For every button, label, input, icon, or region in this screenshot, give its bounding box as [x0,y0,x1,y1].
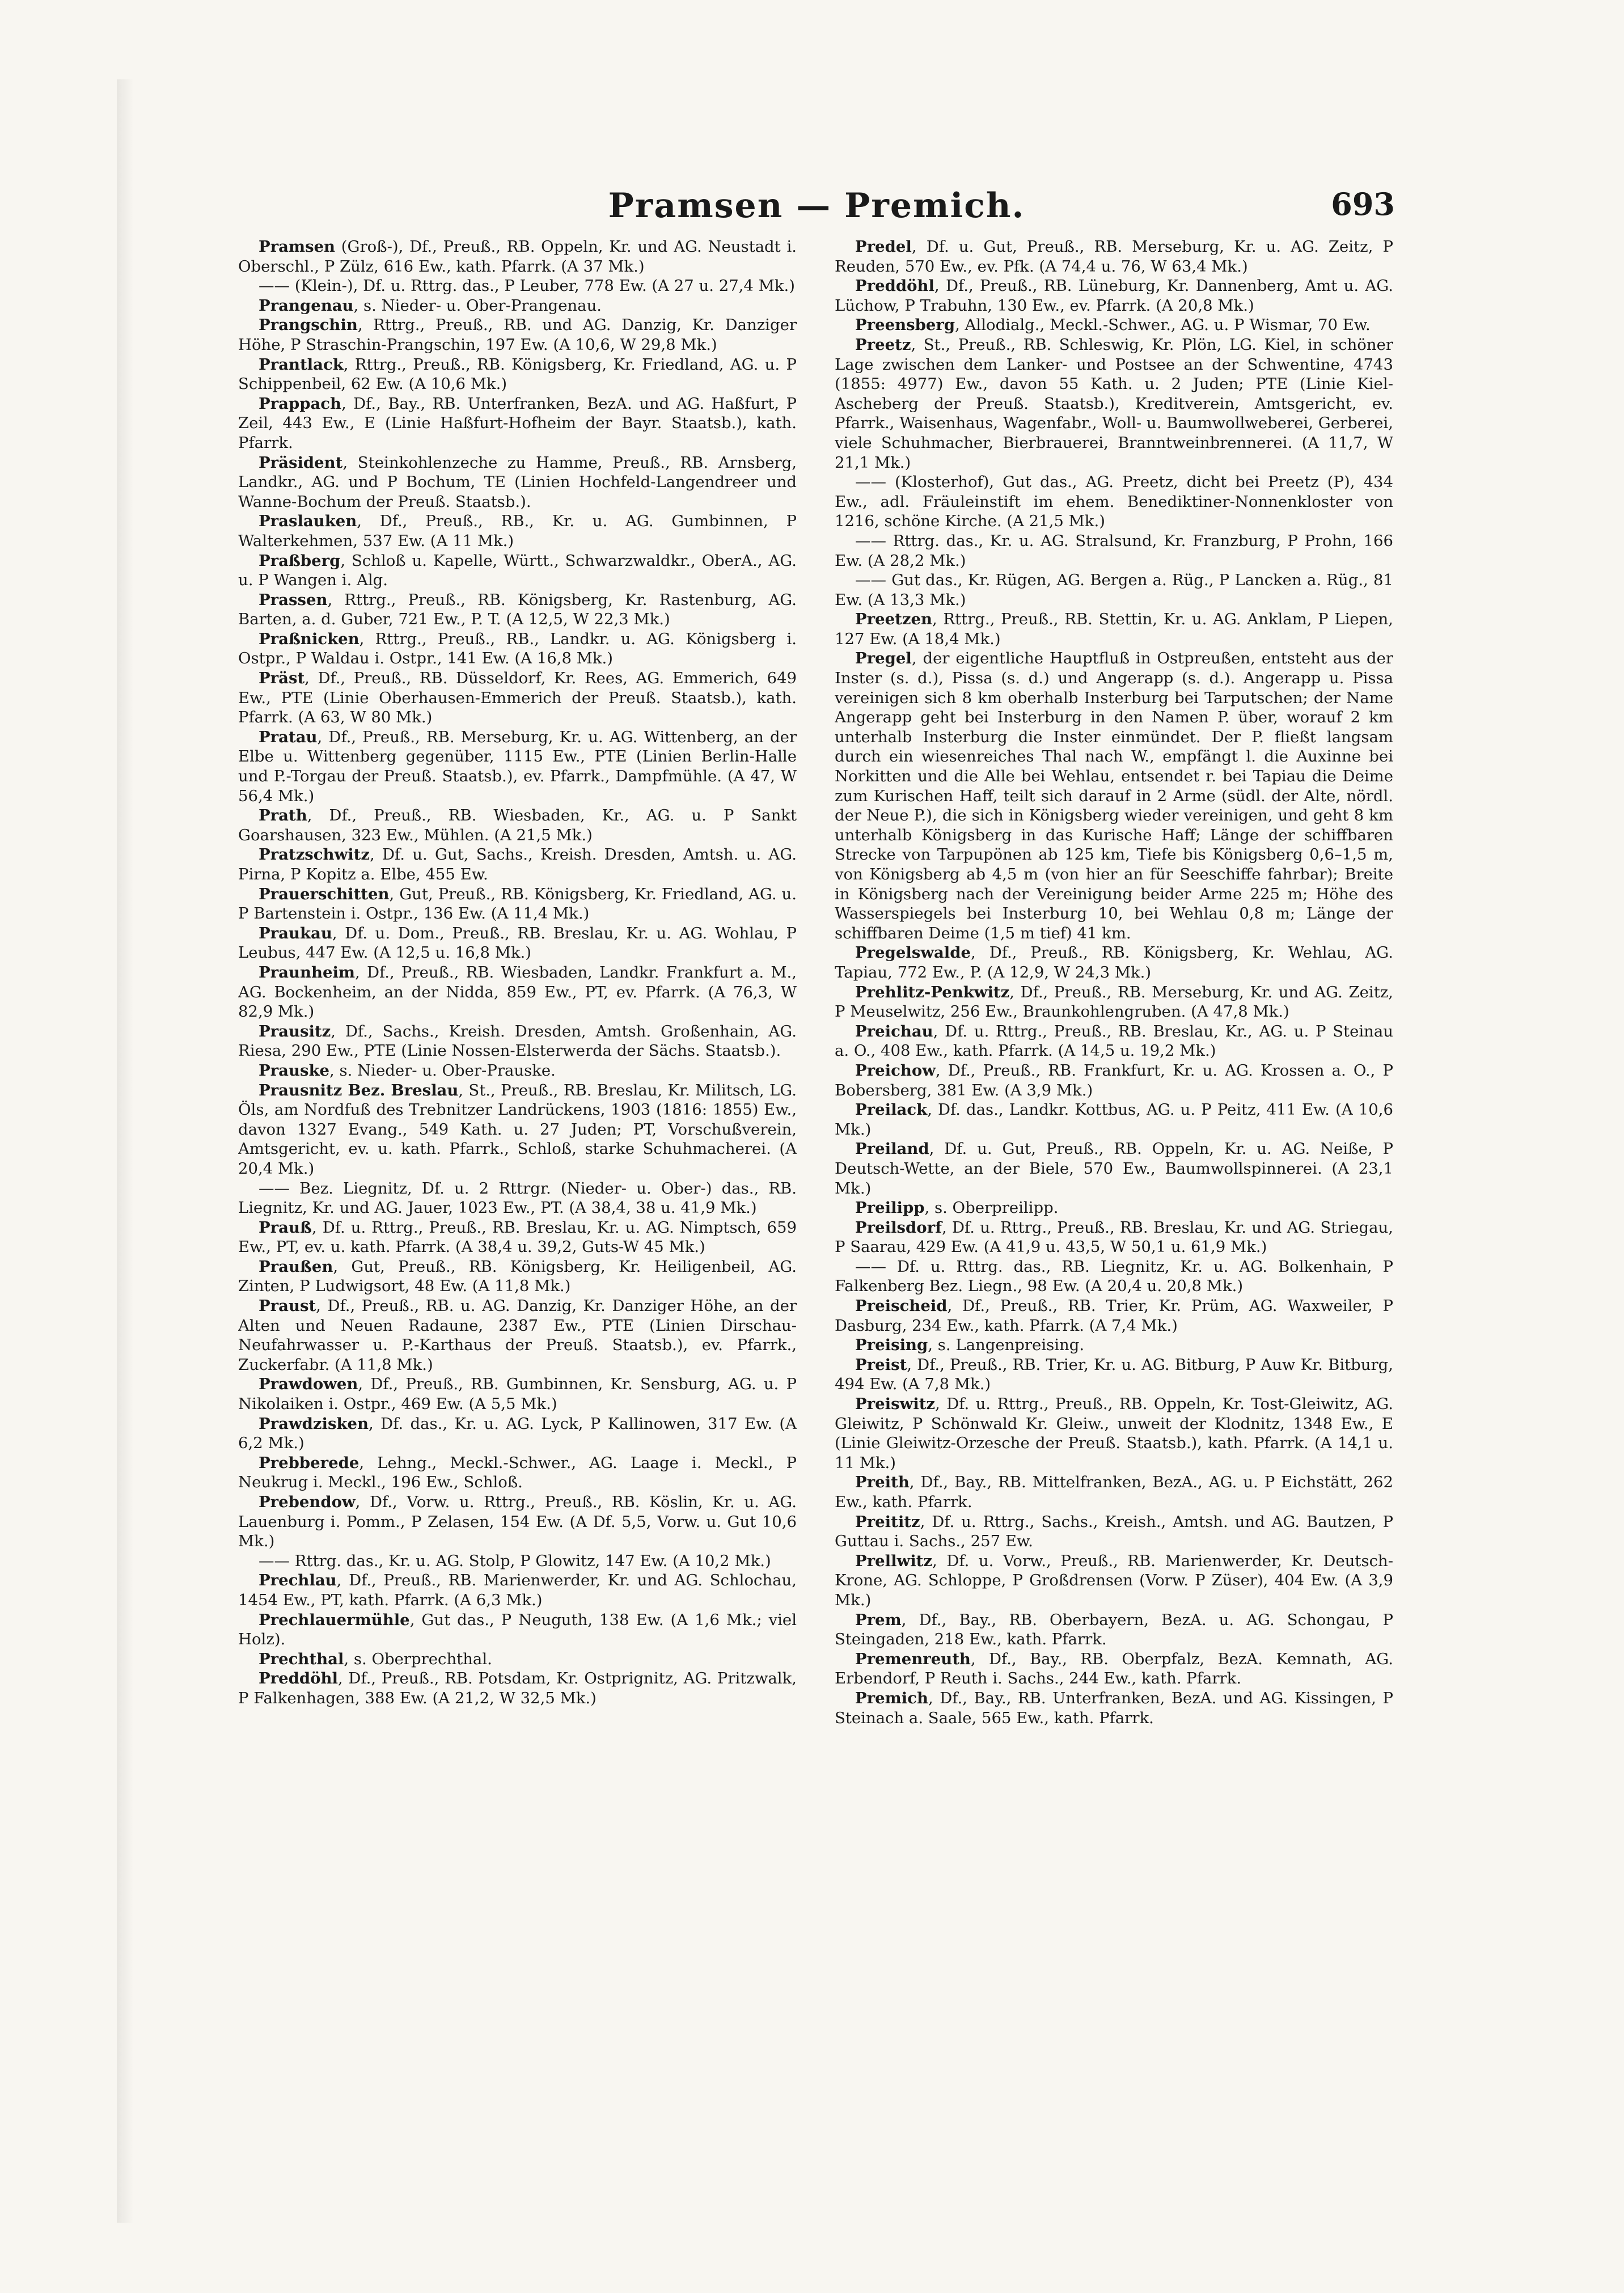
entry-text: , Df., Preuß., RB. Trier, Kr. Prüm, AG. Waxweiler, P Dasburg, 234 Ew., kath. Pfarrk. (A 7,4 Mk.) [835,1297,1393,1335]
entry-text: , Df., Preuß., RB. Lüneburg, Kr. Dannenberg, Amt u. AG. Lüchow, P Trabuhn, 130 Ew., ev. Pfarrk. (A 20,8 Mk.) [835,277,1393,315]
dictionary-entry [835,1335,1393,1355]
dictionary-entry [238,1610,797,1649]
entry-headword: Preddöhl [259,1669,338,1688]
dictionary-entry [835,983,1393,1022]
entry-headword: Praust [259,1297,316,1315]
dictionary-entry [835,1610,1393,1649]
dictionary-entry [238,276,797,296]
dictionary-entry [835,1296,1393,1335]
entry-text: , der eigentliche Hauptfluß in Ostpreußen, entsteht aus der Inster (s. d.), Pissa (s. d.) und Angerapp (s. d.). Angerapp u. Pissa vereinigen sich 8 km oberhalb Insterburg bei Tarputschen; der Name Angerapp geht bei Insterburg in den Namen P. über, worauf 2 km unterhalb Insterburg die Inster einmündet. Der P. fließt langsam durch ein wiesenreiches Thal nach W., empfängt l. die Auxinne bei Norkitten und die Alle bei Wehlau, entsendet r. bei Tapiau die Deime zum Kurischen Haff, teilt sich darauf in 2 Arme (südl. der Alte, nördl. der Neue P.), die sich in Königsberg wieder vereinigen, und geht 8 km unterhalb Königsberg in das Kurische Haff; Länge der schiffbaren Strecke von Tarpupönen ab 125 km, Tiefe bis Königsberg 0,6–1,5 m, von Königsberg ab 4,5 m (von hier an für Seeschiffe fahrbar); Breite in Königsberg nach der Vereinigung beider Arme 225 m; Höhe des Wasserspiegels bei Insterburg 10, bei Wehlau 0,8 m; Länge der schiffbaren Deime (1,5 m tief) 41 km. [835,649,1393,942]
running-title: Pramsen — Premich. [608,186,1025,226]
page-number: 693 [1331,186,1395,222]
entry-text: , s. Nieder- u. Ober-Prauske. [329,1061,556,1080]
entry-text: , s. Oberpreilipp. [924,1199,1059,1217]
dictionary-entry [835,1355,1393,1394]
right-column [835,237,1393,2091]
dictionary-entry [238,1453,797,1492]
entry-headword: Praßnicken [259,629,360,648]
dictionary-entry [238,845,797,884]
entry-headword: Preensberg [855,316,955,335]
dictionary-entry [238,629,797,669]
dictionary-entry [238,1257,797,1296]
entry-text: , Df., Preuß., RB., Kr. u. AG. Gumbinnen, P Walterkehmen, 537 Ew. (A 11 Mk.) [238,512,797,550]
dictionary-entry [835,1100,1393,1139]
entry-text: , Df., Preuß., RB. Trier, Kr. u. AG. Bitburg, P Auw Kr. Bitburg, 494 Ew. (A 7,8 Mk.) [835,1355,1393,1394]
entry-text: —— Gut das., Kr. Rügen, AG. Bergen a. Rüg., P Lancken a. Rüg., 81 Ew. (A 13,3 Mk.) [835,571,1393,609]
entry-headword: Premich [855,1689,928,1707]
dictionary-entry [238,727,797,806]
entry-text: , Df. u. Gut, Sachs., Kreish. Dresden, Amtsh. u. AG. Pirna, P Kopitz a. Elbe, 455 Ew. [238,845,797,883]
entry-text: , Rttrg., Preuß., RB. und AG. Danzig, Kr. Danziger Höhe, P Straschin-Prangschin, 197 Ew. (A 10,6, W 29,8 Mk.) [238,316,797,354]
entry-text: , Df. u. Dom., Preuß., RB. Breslau, Kr. u. AG. Wohlau, P Leubus, 447 Ew. (A 12,5 u. 16,8 Mk.) [238,924,797,962]
entry-headword: Preichau [855,1022,933,1040]
dictionary-entry [238,1296,797,1374]
entry-text: , Steinkohlenzeche zu Hamme, Preuß., RB. Arnsberg, Landkr., AG. und P Bochum, TE (Linien Hochfeld-Langendreer und Wanne-Bochum der Preuß. Staatsb.). [238,453,797,511]
dictionary-entry [835,943,1393,982]
entry-text: , s. Nieder- u. Ober-Prangenau. [353,296,602,315]
dictionary-entry [835,315,1393,335]
entry-headword: Pramsen [259,238,336,256]
entry-text: , Df., Preuß., RB. Merseburg, Kr. u. AG. Wittenberg, an der Elbe u. Wittenberg gegenüber, 1115 Ew., PTE (Linien Berlin-Halle und P.-Torgau der Preuß. Staatsb.), ev. Pfarrk., Dampfmühle. (A 47, W 56,4 Mk.) [238,727,797,805]
entry-text: , Df., Bay., RB. Oberpfalz, BezA. Kemnath, AG. Erbendorf, P Reuth i. Sachs., 244 Ew., kath. Pfarrk. [835,1649,1393,1688]
dictionary-entry [835,1022,1393,1061]
entry-text: , Df. u. Vorw., Preuß., RB. Marienwerder, Kr. Deutsch-Krone, AG. Schloppe, P Großdrensen (Vorw. P Züser), 404 Ew. (A 3,9 Mk.) [835,1551,1393,1609]
dictionary-entry [835,570,1393,610]
dictionary-entry [835,1394,1393,1473]
entry-headword: Prantlack [259,355,344,374]
dictionary-entry [238,590,797,629]
entry-text: —— (Klein-), Df. u. Rttrg. das., P Leuber, 778 Ew. (A 27 u. 27,4 Mk.) [259,277,795,295]
entry-text: , Df. u. Rttrg., Preuß., RB. Breslau, Kr. und AG. Striegau, P Saarau, 429 Ew. (A 41,9 u. 43,5, W 50,1 u. 61,9 Mk.) [835,1218,1393,1257]
entry-headword: Pratau [259,727,318,746]
entry-headword: Preith [855,1473,910,1492]
dictionary-entry [835,1512,1393,1551]
entry-headword: Prausnitz Bez. Breslau [259,1081,459,1099]
entry-headword: Preischeid [855,1297,948,1315]
entry-text: , Df., Preuß., RB. Königsberg, Kr. Wehlau, AG. Tapiau, 772 Ew., P. (A 12,9, W 24,3 Mk.) [835,944,1393,981]
dictionary-entry [835,649,1393,943]
dictionary-entry [238,1179,797,1218]
dictionary-entry [238,511,797,551]
entry-headword: Prausitz [259,1022,331,1040]
dictionary-entry [238,1669,797,1708]
dictionary-entry [238,394,797,453]
entry-headword: Prellwitz [855,1551,932,1570]
entry-headword: Prauß [259,1218,312,1237]
entry-headword: Praslauken [259,512,357,531]
entry-headword: Preilipp [855,1199,925,1217]
entry-text: , Gut das., P Neuguth, 138 Ew. (A 1,6 Mk.; viel Holz). [238,1610,797,1649]
entry-headword: Preichow [855,1061,936,1080]
entry-headword: Prechthal [259,1649,344,1668]
entry-text: , Df., Sachs., Kreish. Dresden, Amtsh. Großenhain, AG. Riesa, 290 Ew., PTE (Linie Nossen-Elsterwerda der Sächs. Staatsb.). [238,1022,797,1060]
entry-headword: Pregelswalde [855,944,971,962]
left-column [238,237,797,2091]
dictionary-entry [238,1374,797,1414]
entry-text: , Df., Preuß., RB. Frankfurt, Kr. u. AG. Krossen a. O., P Bobersberg, 381 Ew. (A 3,9 Mk.) [835,1061,1393,1099]
entry-headword: Prappach [259,394,341,413]
entry-headword: Prem [855,1610,902,1629]
entry-text: , Df., Vorw. u. Rttrg., Preuß., RB. Köslin, Kr. u. AG. Lauenburg i. Pomm., P Zelasen, 154 Ew. (A Df. 5,5, Vorw. u. Gut 10,6 Mk.) [238,1493,797,1551]
dictionary-entry [238,1022,797,1061]
entry-text: , Df., Preuß., RB. u. AG. Danzig, Kr. Danziger Höhe, an der Alten und Neuen Radaune, 2387 Ew., PTE (Linien Dirschau-Neufahrwasser u. P.-Karthaus der Preuß. Staatsb.), ev. Pfarrk., Zuckerfabr. (A 11,8 Mk.) [238,1297,797,1374]
entry-headword: Praukau [259,924,332,942]
entry-text: —— (Klosterhof), Gut das., AG. Preetz, dicht bei Preetz (P), 434 Ew., adl. Fräuleinstift im ehem. Benediktiner-Nonnenkloster von 1216, schöne Kirche. (A 21,5 Mk.) [835,473,1393,531]
entry-headword: Prehlitz-Penkwitz [855,983,1010,1001]
dictionary-entry [835,610,1393,649]
entry-headword: Prebendow [259,1493,356,1511]
dictionary-entry [238,237,797,276]
entry-text: , Df., Preuß., RB. Gumbinnen, Kr. Sensburg, AG. u. P Nikolaiken i. Ostpr., 469 Ew. (A 5,5 Mk.) [238,1375,797,1414]
dictionary-entry [238,1218,797,1257]
dictionary-entry [238,963,797,1022]
dictionary-entry [835,1061,1393,1100]
entry-text: , Gut, Preuß., RB. Königsberg, Kr. Friedland, AG. u. P Bartenstein i. Ostpr., 136 Ew. (A 11,4 Mk.) [238,885,797,923]
dictionary-entry [238,453,797,512]
entry-headword: Präst [259,669,305,688]
entry-headword: Preilsdorf [855,1218,942,1237]
entry-headword: Predel [855,238,912,256]
entry-headword: Preiland [855,1140,929,1158]
entry-text: , s. Oberprechthal. [344,1649,492,1668]
entry-text: , Df., Bay., RB. Mittelfranken, BezA., AG. u. P Eichstätt, 262 Ew., kath. Pfarrk. [835,1473,1393,1511]
entry-headword: Preetzen [855,610,932,629]
entry-text: , Df., Bay., RB. Oberbayern, BezA. u. AG. Schongau, P Steingaden, 218 Ew., kath. Pfarrk. [835,1610,1393,1649]
dictionary-entry [835,1139,1393,1198]
entry-text: , Rttrg., Preuß., RB. Stettin, Kr. u. AG. Anklam, P Liepen, 127 Ew. (A 18,4 Mk.) [835,610,1393,648]
dictionary-entry [238,1414,797,1453]
dictionary-entry [238,315,797,354]
dictionary-entry [238,1649,797,1669]
dictionary-entry [835,1473,1393,1512]
entry-headword: Praunheim [259,963,356,981]
entry-text: , Allodialg., Meckl.-Schwer., AG. u. P Wismar, 70 Ew. [955,316,1371,335]
dictionary-entry [238,885,797,924]
dictionary-entry [238,669,797,727]
entry-text: , Df. u. Rttrg., Preuß., RB. Breslau, Kr., AG. u. P Steinau a. O., 408 Ew., kath. Pfarrk. (A 14,5 u. 19,2 Mk.) [835,1022,1393,1060]
dictionary-entry [835,335,1393,472]
entry-headword: Preising [855,1336,928,1355]
entry-text: , Df. das., Landkr. Kottbus, AG. u. P Peitz, 411 Ew. (A 10,6 Mk.) [835,1101,1393,1139]
entry-text: , St., Preuß., RB. Schleswig, Kr. Plön, LG. Kiel, in schöner Lage zwischen dem Lanker- und Postsee an der Schwentine, 4743 (1855: 4977) Ew., davon 55 Kath. u. 2 Juden; PTE (Linie Kiel-Ascheberg der Preuß. Staatsb.), Kreditverein, Amtsgericht, ev. Pfarrk., Waisenhaus, Wagenfabr., Woll- u. Baumwollweberei, Gerberei, viele Schuhmacher, Bierbrauerei, Branntweinbrennerei. (A 11,7, W 21,1 Mk.) [835,335,1393,472]
entry-headword: Prauske [259,1061,330,1080]
dictionary-entry [835,1218,1393,1257]
entry-headword: Preiswitz [855,1395,936,1414]
dictionary-entry [238,806,797,845]
entry-headword: Praußen [259,1257,333,1276]
dictionary-entry [238,924,797,963]
entry-text: , Df. u. Rttrg., Preuß., RB. Oppeln, Kr. Tost-Gleiwitz, AG. Gleiwitz, P Schönwald Kr. Gleiw., unweit der Klodnitz, 1348 Ew., E (Linie Gleiwitz-Orzesche der Preuß. Staatsb.), kath. Pfarrk. (A 14,1 u. 11 Mk.) [835,1395,1393,1472]
entry-text: , Df., Preuß., RB. Wiesbaden, Landkr. Frankfurt a. M., AG. Bockenheim, an der Nidda, 859 Ew., PT, ev. Pfarrk. (A 76,3, W 82,9 Mk.) [238,963,797,1021]
entry-headword: Prechlauermühle [259,1610,410,1629]
entry-headword: Prath [259,806,307,825]
entry-text: —— Rttrg. das., Kr. u. AG. Stolp, P Glowitz, 147 Ew. (A 10,2 Mk.) [259,1551,771,1570]
entry-text: —— Bez. Liegnitz, Df. u. 2 Rttrgr. (Nieder- u. Ober-) das., RB. Liegnitz, Kr. und AG. Jauer, 1023 Ew., PT. (A 38,4, 38 u. 41,9 Mk.) [238,1179,797,1217]
dictionary-entry [835,1649,1393,1689]
dictionary-entry [238,1081,797,1179]
entry-headword: Pregel [855,649,912,668]
dictionary-entry [835,531,1393,570]
entry-text: , Df., Preuß., RB. Marienwerder, Kr. und AG. Schlochau, 1454 Ew., PT, kath. Pfarrk. (A 6,3 Mk.) [238,1571,797,1609]
dictionary-entry [835,1198,1393,1218]
entry-text: —— Df. u. Rttrg. das., RB. Liegnitz, Kr. u. AG. Bolkenhain, P Falkenberg Bez. Liegn., 98 Ew. (A 20,4 u. 20,8 Mk.) [835,1257,1393,1296]
entry-headword: Prechlau [259,1571,337,1590]
entry-headword: Preilack [855,1101,928,1119]
entry-headword: Preititz [855,1512,920,1531]
dictionary-entry [238,296,797,316]
entry-headword: Prauerschitten [259,885,390,903]
entry-text: , Gut, Preuß., RB. Königsberg, Kr. Heiligenbeil, AG. Zinten, P Ludwigsort, 48 Ew. (A 11,8 Mk.) [238,1257,797,1296]
entry-text: —— Rttrg. das., Kr. u. AG. Stralsund, Kr. Franzburg, P Prohn, 166 Ew. (A 28,2 Mk.) [835,531,1393,570]
entry-text: , Df., Bay., RB. Unterfranken, BezA. und AG. Haßfurt, P Zeil, 443 Ew., E (Linie Haßfurt-Hofheim der Bayr. Staatsb.), kath. Pfarrk. [238,394,797,452]
entry-text: , Rttrg., Preuß., RB. Königsberg, Kr. Friedland, AG. u. P Schippenbeil, 62 Ew. (A 10,6 Mk.) [238,355,797,394]
dictionary-entry [835,472,1393,531]
entry-headword: Prangschin [259,316,358,335]
page-edge-shadow [117,79,134,2223]
dictionary-entry [835,1689,1393,1728]
entry-text: , Lehng., Meckl.-Schwer., AG. Laage i. Meckl., P Neukrug i. Meckl., 196 Ew., Schloß. [238,1453,797,1492]
entry-headword: Prassen [259,590,328,609]
entry-text: , Rttrg., Preuß., RB., Landkr. u. AG. Königsberg i. Ostpr., P Waldau i. Ostpr., 141 Ew. (A 16,8 Mk.) [238,629,797,668]
dictionary-entry [835,1257,1393,1296]
entry-headword: Prangenau [259,296,354,315]
entry-text: , Df. u. Rttrg., Preuß., RB. Breslau, Kr. u. AG. Nimptsch, 659 Ew., PT, ev. u. kath. Pfarrk. (A 38,4 u. 39,2, Guts-W 45 Mk.) [238,1218,797,1257]
entry-text: , Schloß u. Kapelle, Württ., Schwarzwaldkr., OberA., AG. u. P Wangen i. Alg. [238,551,797,590]
entry-text: , Df. das., Kr. u. AG. Lyck, P Kallinowen, 317 Ew. (A 6,2 Mk.) [238,1414,797,1453]
entry-text: , Df., Bay., RB. Unterfranken, BezA. und AG. Kissingen, P Steinach a. Saale, 565 Ew., kath. Pfarrk. [835,1689,1393,1727]
entry-text: , Rttrg., Preuß., RB. Königsberg, Kr. Rastenburg, AG. Barten, a. d. Guber, 721 Ew., P. T. (A 12,5, W 22,3 Mk.) [238,590,797,629]
dictionary-entry [238,355,797,394]
entry-headword: Premenreuth [855,1649,971,1668]
entry-headword: Prebberede [259,1453,360,1472]
entry-text: , Df. u. Gut, Preuß., RB. Oppeln, Kr. u. AG. Neiße, P Deutsch-Wette, an der Biele, 570 Ew., Baumwollspinnerei. (A 23,1 Mk.) [835,1140,1393,1198]
dictionary-entry [238,1492,797,1551]
dictionary-entry [238,1551,797,1571]
entry-text: , Df., Preuß., RB. Wiesbaden, Kr., AG. u. P Sankt Goarshausen, 323 Ew., Mühlen. (A 21,5 Mk.) [238,806,797,844]
dictionary-entry [835,237,1393,276]
dictionary-entry [835,1551,1393,1610]
entry-headword: Prawdowen [259,1375,358,1394]
entry-headword: Preetz [855,335,911,354]
entry-headword: Prawdzisken [259,1414,369,1433]
entry-headword: Präsident [259,453,343,472]
entry-text: (Groß-), Df., Preuß., RB. Oppeln, Kr. und AG. Neustadt i. Oberschl., P Zülz, 616 Ew., kath. Pfarrk. (A 37 Mk.) [238,238,797,276]
dictionary-entry [238,1571,797,1610]
dictionary-entry [238,1061,797,1081]
entry-text: , St., Preuß., RB. Breslau, Kr. Militsch, LG. Öls, am Nordfuß des Trebnitzer Landrückens, 1903 (1816: 1855) Ew., davon 1327 Evang., 549 Kath. u. 27 Juden; PT, Vorschußverein, Amtsgericht, ev. u. kath. Pfarrk., Schloß, starke Schuhmacherei. (A 20,4 Mk.) [238,1081,797,1178]
entry-text: , Df. u. Rttrg., Sachs., Kreish., Amtsh. und AG. Bautzen, P Guttau i. Sachs., 257 Ew. [835,1512,1393,1551]
entry-headword: Praßberg [259,551,341,570]
entry-text: , Df., Preuß., RB. Düsseldorf, Kr. Rees, AG. Emmerich, 649 Ew., PTE (Linie Oberhausen-Emmerich der Preuß. Staatsb.), kath. Pfarrk. (A 63, W 80 Mk.) [238,669,797,727]
page-header [238,183,1395,239]
entry-text: , Df., Preuß., RB. Potsdam, Kr. Ostprignitz, AG. Pritzwalk, P Falkenhagen, 388 Ew. (A 21,2, W 32,5 Mk.) [238,1669,797,1707]
entry-text: , Df. u. Gut, Preuß., RB. Merseburg, Kr. u. AG. Zeitz, P Reuden, 570 Ew., ev. Pfk. (A 74,4 u. 76, W 63,4 Mk.) [835,238,1393,276]
entry-headword: Preist [855,1355,907,1374]
entry-headword: Pratzschwitz [259,845,370,864]
dictionary-entry [238,551,797,590]
dictionary-entry [835,276,1393,315]
entry-text: , Df., Preuß., RB. Merseburg, Kr. und AG. Zeitz, P Meuselwitz, 256 Ew., Braunkohlengruben. (A 47,8 Mk.) [835,983,1393,1021]
entry-text: , s. Langenpreising. [928,1336,1085,1355]
entry-headword: Preddöhl [855,277,934,295]
